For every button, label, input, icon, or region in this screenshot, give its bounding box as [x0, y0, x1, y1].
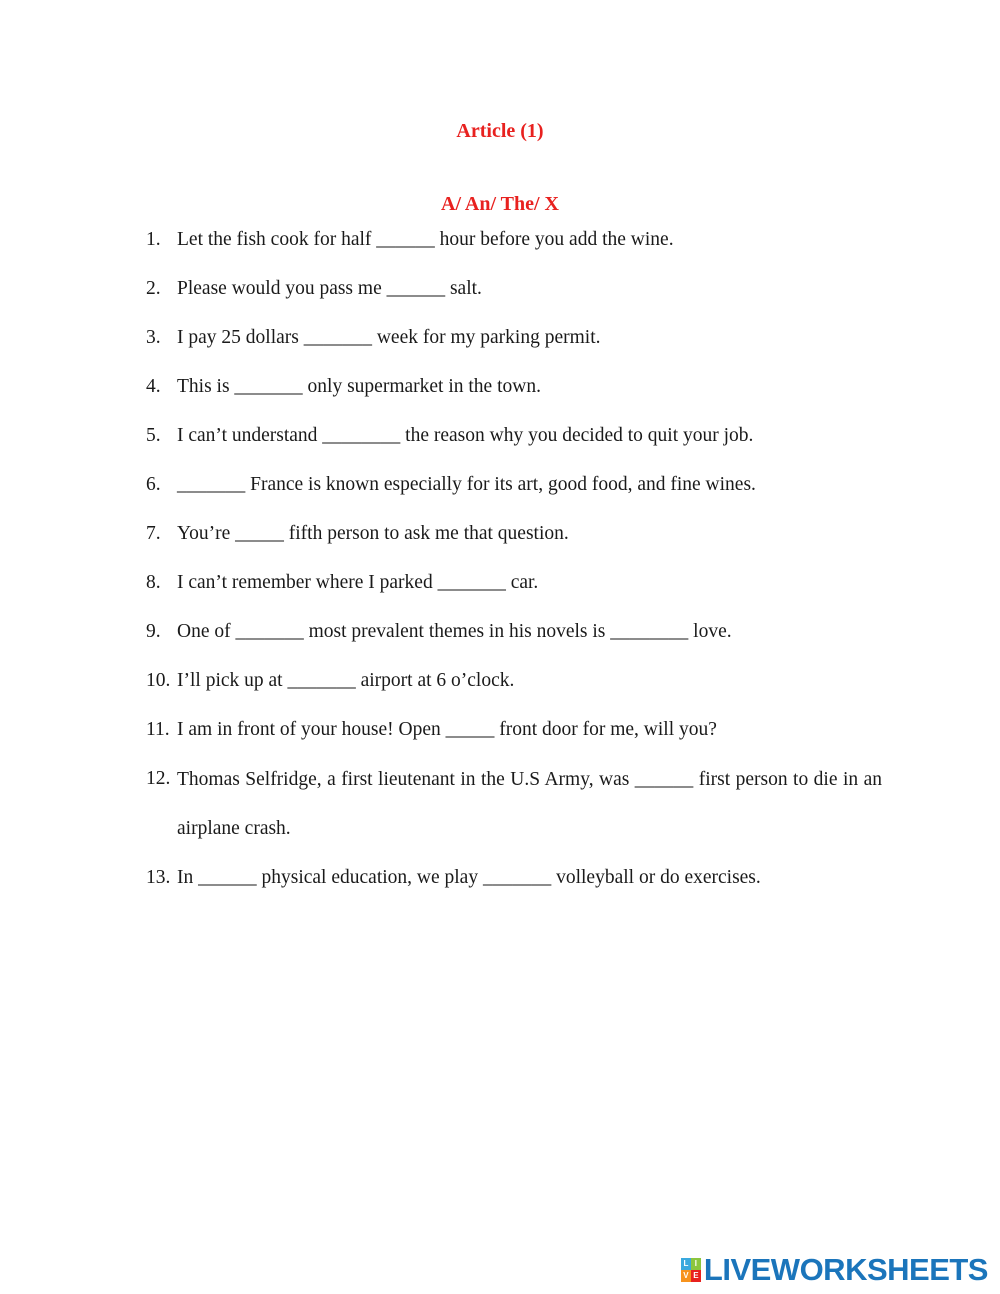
logo-tile-i-icon: I: [691, 1258, 701, 1270]
brand-name: LIVEWORKSHEETS: [703, 1252, 988, 1287]
question-item: [146, 866, 882, 890]
liveworksheets-logo[interactable]: [681, 1254, 988, 1286]
logo-tile-v-icon: V: [681, 1270, 691, 1282]
question-item: [146, 620, 882, 644]
question-text: _______ France is known especially for its art, good food, and fine wines.: [177, 474, 756, 495]
question-number: 3.: [146, 327, 161, 348]
question-text: Please would you pass me ______ salt.: [177, 278, 482, 299]
question-text: You’re _____ fifth person to ask me that question.: [177, 523, 569, 544]
question-item: [146, 375, 882, 399]
question-number: 2.: [146, 278, 161, 299]
page-subtitle: A/ An/ The/ X: [441, 193, 559, 215]
question-item: [146, 522, 882, 546]
question-list: [146, 228, 882, 915]
question-text: This is _______ only supermarket in the town.: [177, 376, 541, 397]
question-text: In ______ physical education, we play _______ volleyball or do exercises.: [177, 867, 761, 888]
question-text: I am in front of your house! Open _____ front door for me, will you?: [177, 719, 717, 740]
page-title: Article (1): [456, 120, 544, 142]
question-text: I pay 25 dollars _______ week for my parking permit.: [177, 327, 601, 348]
question-number: 11.: [146, 719, 170, 740]
question-number: 1.: [146, 229, 161, 250]
question-item: [146, 718, 882, 742]
question-number: 13.: [146, 867, 171, 888]
question-number: 7.: [146, 523, 161, 544]
question-text: I can’t understand ________ the reason why you decided to quit your job.: [177, 425, 754, 446]
question-item: [146, 326, 882, 350]
question-number: 10.: [146, 670, 171, 691]
question-item: [146, 473, 882, 497]
question-text: I’ll pick up at _______ airport at 6 o’clock.: [177, 670, 515, 691]
question-number: 4.: [146, 376, 161, 397]
question-item: [146, 755, 882, 853]
question-number: 6.: [146, 474, 161, 495]
question-item: [146, 424, 882, 448]
question-number: 5.: [146, 425, 161, 446]
logo-tile-l-icon: L: [681, 1258, 691, 1270]
liveworksheets-icon: [681, 1258, 701, 1282]
question-item: [146, 669, 882, 693]
logo-tile-e-icon: E: [691, 1270, 701, 1282]
question-text: Let the fish cook for half ______ hour before you add the wine.: [177, 229, 674, 250]
question-text: I can’t remember where I parked _______ car.: [177, 572, 539, 593]
question-number: 12.: [146, 768, 171, 789]
question-item: [146, 571, 882, 595]
question-number: 8.: [146, 572, 161, 593]
question-text: One of _______ most prevalent themes in his novels is ________ love.: [177, 621, 732, 642]
question-text: Thomas Selfridge, a first lieutenant in the U.S Army, was ______ first person to die in an airplane crash.: [177, 769, 882, 839]
question-number: 9.: [146, 621, 161, 642]
question-item: [146, 228, 882, 252]
question-item: [146, 277, 882, 301]
